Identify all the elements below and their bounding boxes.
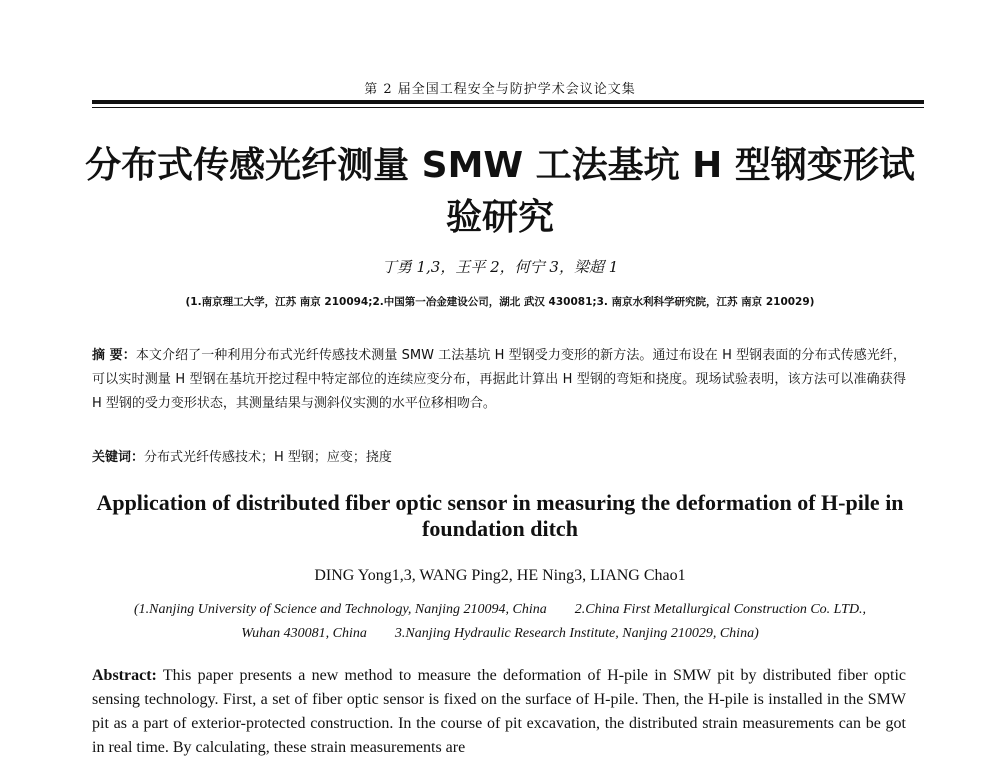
- header-rule-thin: [92, 107, 924, 108]
- chinese-keywords-text: 分布式光纤传感技术；H 型钢；应变；挠度: [144, 450, 392, 465]
- chinese-abstract-text: 本文介绍了一种利用分布式光纤传感技术测量 SMW 工法基坑 H 型钢受力变形的新方法。通过布设在 H 型钢表面的分布式传感光纤，可以实时测量 H 型钢在基坑开挖过程中特定部位的连续应变分布，再据此计算出 H 型钢的弯矩和挠度。现场试验表明，该方法可以准确获得 H 型钢的受力变形状态，其测量结果与测斜仪实测的水平位移相吻合。: [92, 348, 906, 411]
- english-affiliation-2: 2.China First Metallurgical Construction Co. LTD.,: [574, 602, 867, 617]
- english-affiliation-4: 3.Nanjing Hydraulic Research Institute, Nanjing 210029, China): [394, 626, 759, 641]
- header-rule-thick: [92, 100, 924, 104]
- chinese-keywords-label: 关键词：: [92, 450, 145, 465]
- chinese-abstract-label: 摘 要：: [92, 348, 136, 363]
- english-abstract: [92, 664, 906, 760]
- english-affiliation: [92, 598, 908, 646]
- english-title: Application of distributed fiber optic sensor in measuring the deformation of H-pile in foundation ditch: [96, 490, 904, 541]
- english-affiliation-3: Wuhan 430081, China: [241, 626, 367, 641]
- chinese-keywords: [92, 446, 906, 465]
- english-abstract-label: Abstract:: [92, 667, 157, 684]
- chinese-abstract: [92, 344, 906, 416]
- chinese-authors: 丁勇 1,3，王平 2，何宁 3，梁超 1: [381, 258, 619, 276]
- english-affiliation-1: (1.Nanjing University of Science and Technology, Nanjing 210094, China: [133, 602, 547, 617]
- chinese-affiliation: (1.南京理工大学，江苏 南京 210094;2.中国第一冶金建设公司，湖北 武汉 430081;3. 南京水利科学研究院，江苏 南京 210029): [185, 296, 815, 308]
- english-abstract-text: This paper presents a new method to measure the deformation of H-pile in SMW pit by distributed fiber optic sensing technology. First, a set of fiber optic sensor is fixed on the surface of H-pile. Then, the H-pile is installed in the SMW pit as a part of exterior-protected construction. In the course of pit excavation, the distributed strain measurements can be got in real time. By calculating, these strain measurements are: [92, 667, 906, 756]
- chinese-title: 分布式传感光纤测量 SMW 工法基坑 H 型钢变形试验研究: [85, 145, 915, 238]
- running-head: 第 2 届全国工程安全与防护学术会议论文集: [364, 82, 636, 97]
- english-authors: DING Yong1,3, WANG Ping2, HE Ning3, LIANG Chao1: [314, 567, 686, 584]
